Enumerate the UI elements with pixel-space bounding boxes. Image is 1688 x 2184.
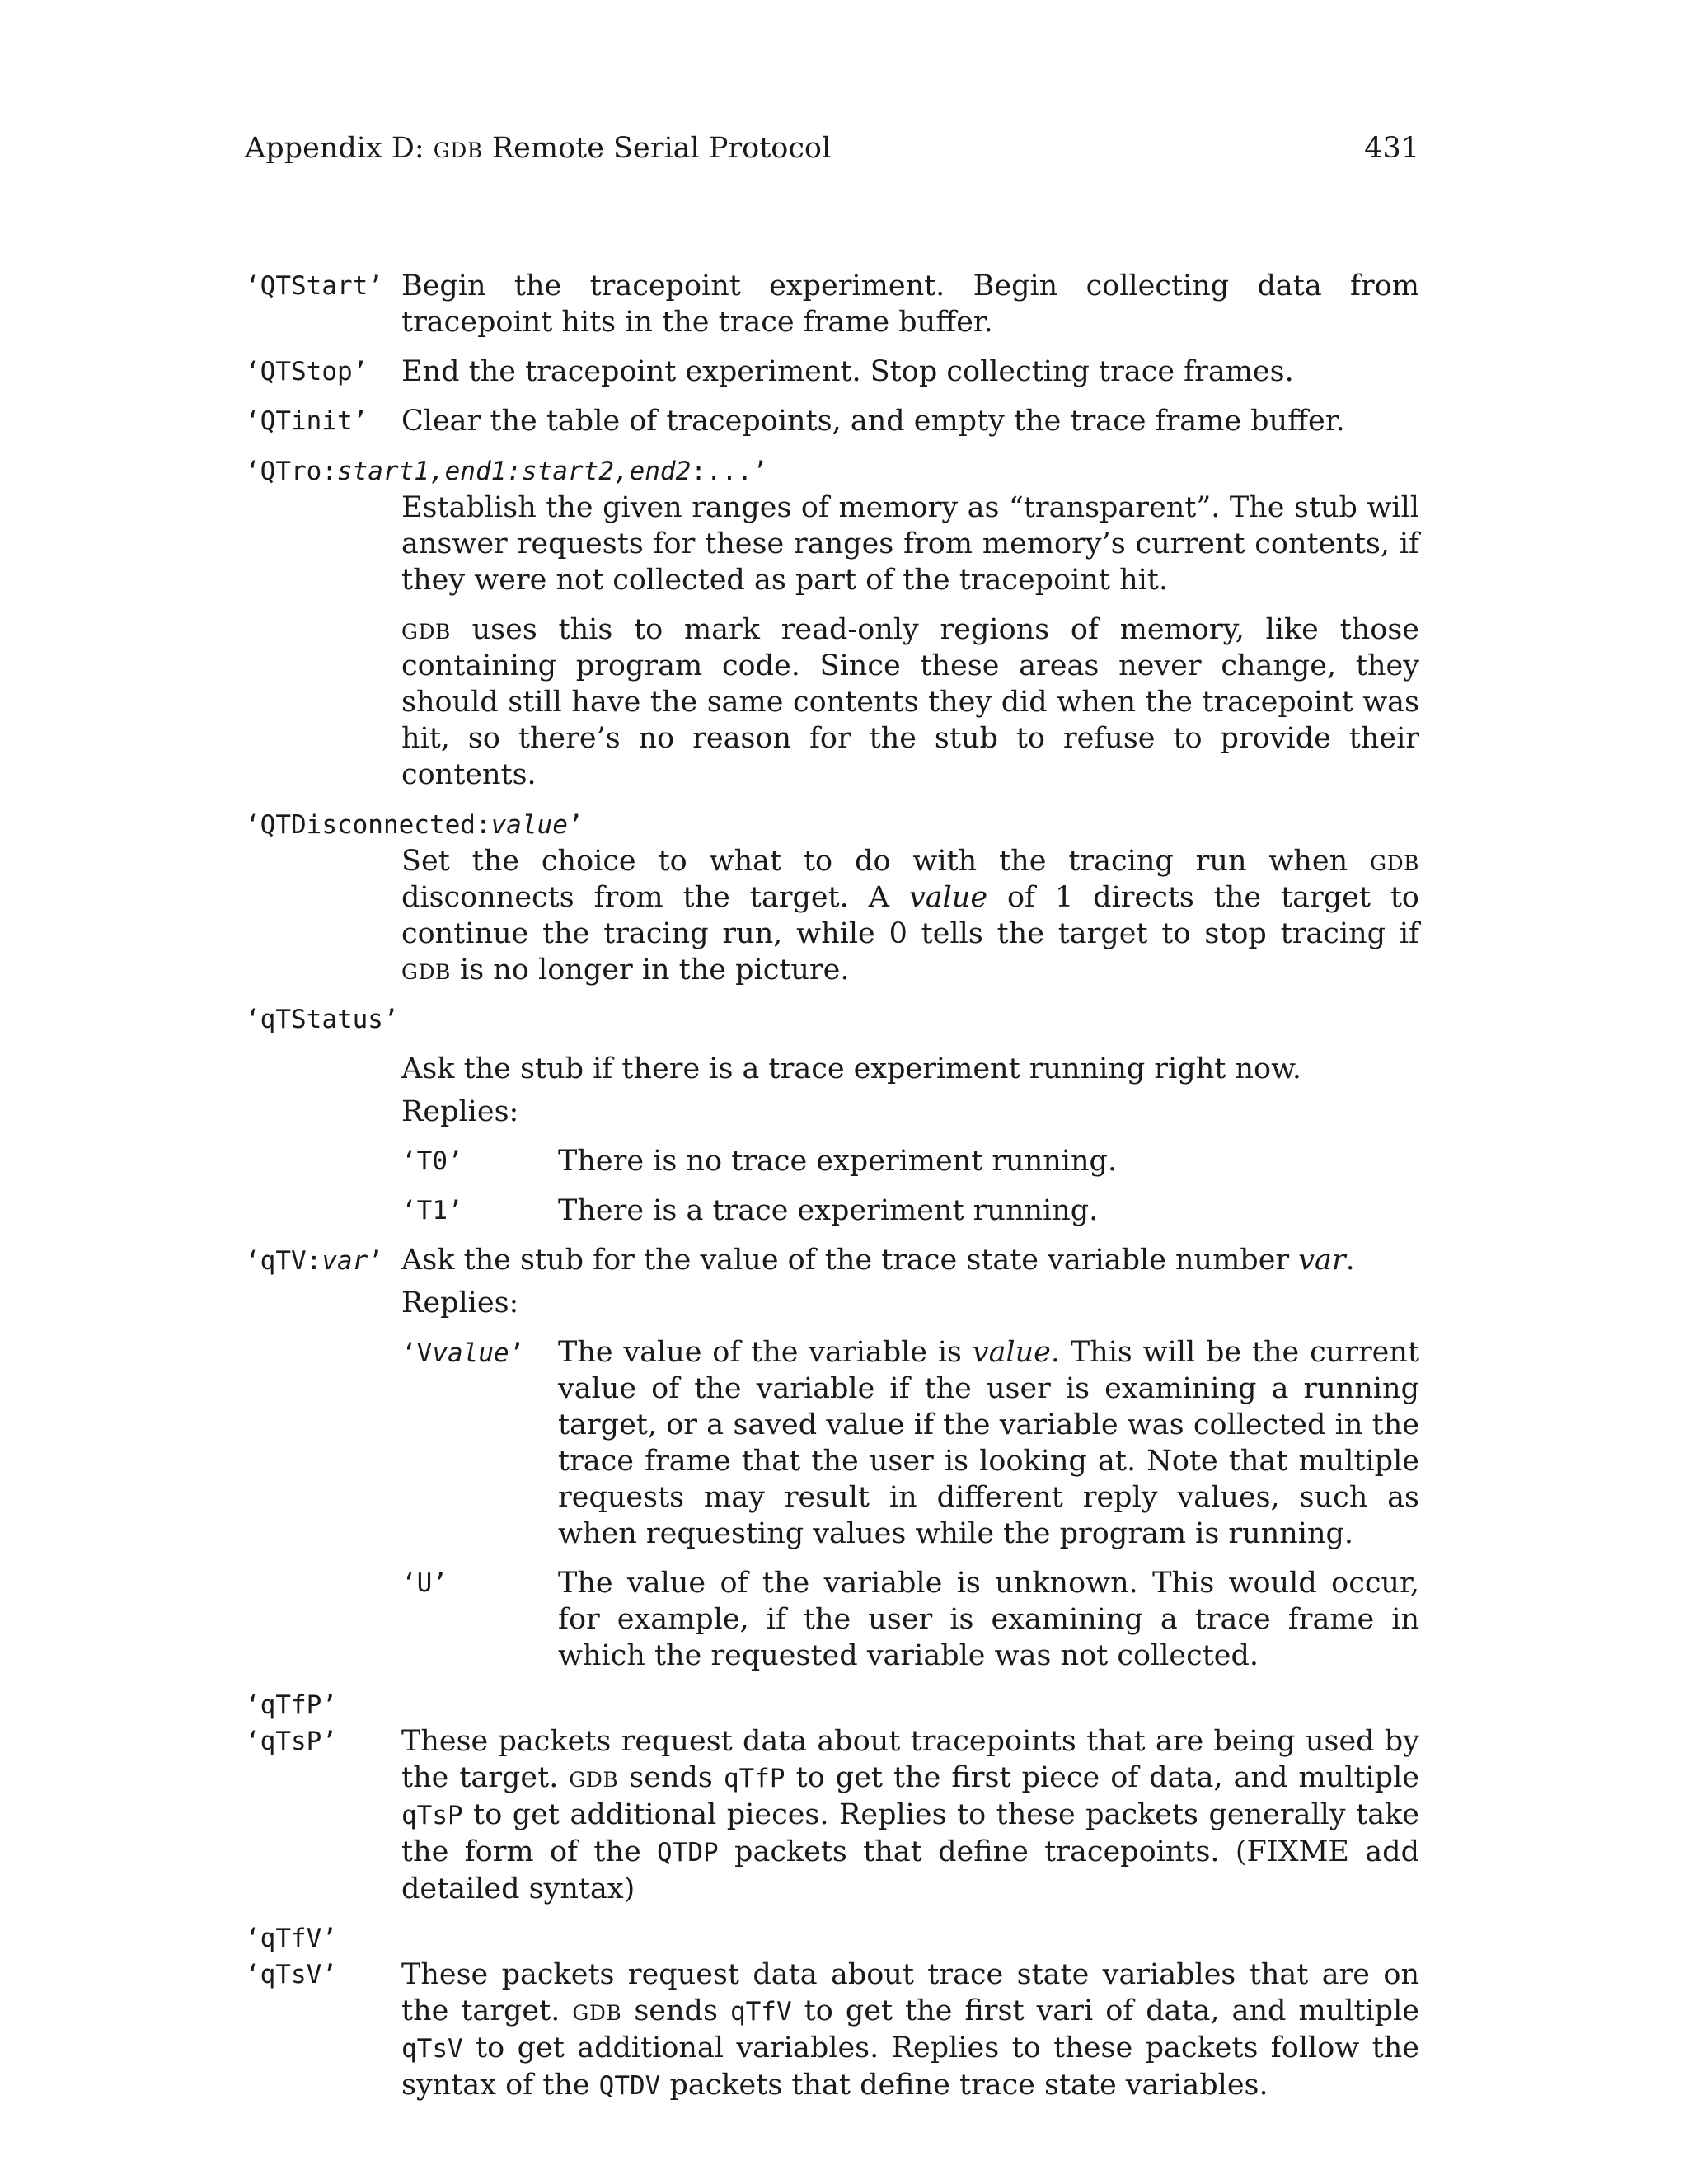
- page-number: 431: [1364, 132, 1419, 165]
- text: sends: [618, 1761, 724, 1794]
- italic-var: var: [1298, 1244, 1346, 1277]
- term-qtdisc-arg: value: [490, 810, 568, 840]
- code-qtfv: qTfV: [729, 1997, 792, 2027]
- text: Ask the stub for the value of the trace state variable number: [401, 1244, 1299, 1277]
- text: packets that define trace state variables.: [660, 2069, 1268, 2102]
- text: ‘V: [401, 1338, 433, 1368]
- text: .: [1345, 1244, 1355, 1277]
- code-qtsp: qTsP: [401, 1801, 463, 1830]
- text: to get additional pieces. Replies to these packets generally take the form of the: [401, 1798, 1419, 1868]
- term-qtv-open: ‘qTV:: [245, 1246, 322, 1276]
- term-qtdisconnected: [245, 806, 1419, 843]
- reply-u: [401, 1565, 1419, 1674]
- term-qtinit: ‘QTinit’: [245, 406, 368, 436]
- running-header: [245, 130, 1419, 166]
- reply-t0-desc: There is no trace experiment running.: [558, 1145, 1118, 1178]
- header-title: [245, 130, 831, 166]
- term-qtv-arg: var: [321, 1246, 368, 1276]
- term-qtro-close: :...’: [691, 457, 768, 486]
- term-qtro: [245, 452, 1419, 490]
- entry-qtro: [245, 452, 1419, 793]
- term-qtsp: ‘qTsP’: [245, 1727, 337, 1756]
- entry-qtfp-qtsp: [245, 1687, 1419, 1907]
- italic-value: value: [972, 1336, 1051, 1369]
- code-qtdv: QTDV: [598, 2071, 661, 2101]
- entry-qtdisconnected: [245, 806, 1419, 988]
- reply-t0: [401, 1143, 1419, 1179]
- text: packets that define tracepoints. (FIXME add detailed syntax): [401, 1835, 1419, 1905]
- entry-qtfv-qtsv: [245, 1920, 1419, 2104]
- header-suffix: Remote Serial Protocol: [482, 132, 832, 165]
- desc-qtinit: Clear the table of tracepoints, and empty the trace frame buffer.: [401, 405, 1345, 438]
- text: sends: [621, 1994, 730, 2027]
- code-qtdp: QTDP: [657, 1838, 719, 1868]
- reply-vvalue-desc: [558, 1334, 1419, 1552]
- text: to get additional variables. Replies to these packets follow the syntax of the: [401, 2032, 1419, 2102]
- desc-qtv: [401, 1242, 1419, 1278]
- desc-qtstatus: Ask the stub if there is a trace experiment running right now.: [401, 1052, 1302, 1085]
- desc-qtro-2: [401, 612, 1419, 793]
- desc-qtfp: [401, 1723, 1419, 1907]
- term-qtdisc-open: ‘QTDisconnected:: [245, 810, 491, 840]
- desc-qtfv: [401, 1957, 1419, 2104]
- definition-list: [245, 268, 1419, 2104]
- replies-label-qtstatus: Replies:: [401, 1095, 519, 1128]
- entry-qtinit: [245, 403, 1419, 439]
- gdb-label: gdb: [1370, 845, 1419, 878]
- reply-t1-term: ‘T1’: [401, 1196, 463, 1226]
- desc-qtro-2-text: uses this to mark read-only regions of memory, like those containing program code. Since these areas never change, they should still have the same contents they did when the tracepoint was hit, so there’s no reason for the stub to refuse to provide their contents.: [401, 613, 1419, 791]
- header-gdb: gdb: [433, 132, 483, 165]
- reply-u-desc: The value of the variable is unknown. This would occur, for example, if the user is examining a trace frame in which the requested variable was not collected.: [558, 1567, 1419, 1672]
- desc-qtstart: Begin the tracepoint experiment. Begin collecting data from tracepoint hits in the trace frame buffer.: [401, 269, 1419, 339]
- entry-qtstatus: [245, 1001, 1419, 1229]
- text: to get the first vari of data, and multiple: [791, 1994, 1419, 2027]
- gdb-label: gdb: [572, 1994, 622, 2027]
- gdb-label: gdb: [569, 1761, 619, 1794]
- reply-vvalue: [401, 1334, 1419, 1552]
- term-qtstart: ‘QTStart’: [245, 271, 383, 301]
- reply-t0-term: ‘T0’: [401, 1146, 463, 1176]
- desc-qtro-1: Establish the given ranges of memory as “transparent”. The stub will answer requests for these ranges from memory’s current contents, if they were not collected as part of the tracepoint hit.: [401, 491, 1419, 597]
- replies-label-qtv: Replies:: [401, 1286, 519, 1319]
- term-qtstatus: ‘qTStatus’: [245, 1005, 399, 1034]
- term-qtro-args: start1,end1:start2,end2: [336, 457, 692, 486]
- text: disconnects from the target. A: [401, 881, 909, 914]
- term-qtstop: ‘QTStop’: [245, 357, 368, 387]
- term-qtro-open: ‘QTro:: [245, 457, 337, 486]
- entry-qtstop: [245, 354, 1419, 390]
- entry-qtv: [245, 1242, 1419, 1674]
- reply-t1-desc: There is a trace experiment running.: [558, 1194, 1099, 1227]
- text: . This will be the current value of the variable if the user is examining a running target, or a saved value if the variable was collected in the trace frame that the user is looking at. Note that multiple requests may result in different reply values, such as when requesting values while the program is running.: [558, 1336, 1420, 1550]
- text: Set the choice to what to do with the tracing run when: [401, 845, 1371, 878]
- term-qtdisc-close: ’: [567, 810, 584, 840]
- text: ’: [509, 1338, 525, 1368]
- text: These packets request data about tracepoints that are being used by the target.: [401, 1725, 1419, 1794]
- reply-vvalue-term: [401, 1334, 524, 1371]
- header-prefix: Appendix D:: [245, 132, 434, 165]
- text: of 1 directs the target to continue the tracing run, while 0 tells the target to stop tracing if: [401, 881, 1420, 950]
- term-qtv: [245, 1242, 383, 1279]
- reply-u-term: ‘U’: [401, 1568, 448, 1598]
- desc-qtdisconnected: [401, 843, 1419, 988]
- entry-qtstart: [245, 268, 1419, 340]
- term-qtfv: ‘qTfV’: [245, 1924, 337, 1953]
- gdb-label: gdb: [401, 613, 451, 646]
- text: is no longer in the picture.: [450, 954, 850, 987]
- term-qtfp: ‘qTfP’: [245, 1690, 337, 1720]
- term-qtv-close: ’: [368, 1246, 383, 1276]
- text: to get the first piece of data, and multiple: [785, 1761, 1419, 1794]
- term-qtsv: ‘qTsV’: [245, 1960, 337, 1990]
- code-qtfp: qTfP: [723, 1764, 785, 1793]
- desc-qtstop: End the tracepoint experiment. Stop collecting trace frames.: [401, 355, 1294, 388]
- text: These packets request data about trace state variables that are on the target.: [401, 1958, 1419, 2027]
- reply-t1: [401, 1193, 1419, 1229]
- italic-value: value: [908, 881, 988, 914]
- text: The value of the variable is: [558, 1336, 973, 1369]
- text: value: [432, 1338, 509, 1368]
- code-qtsv: qTsV: [401, 2034, 463, 2064]
- gdb-label: gdb: [401, 954, 451, 987]
